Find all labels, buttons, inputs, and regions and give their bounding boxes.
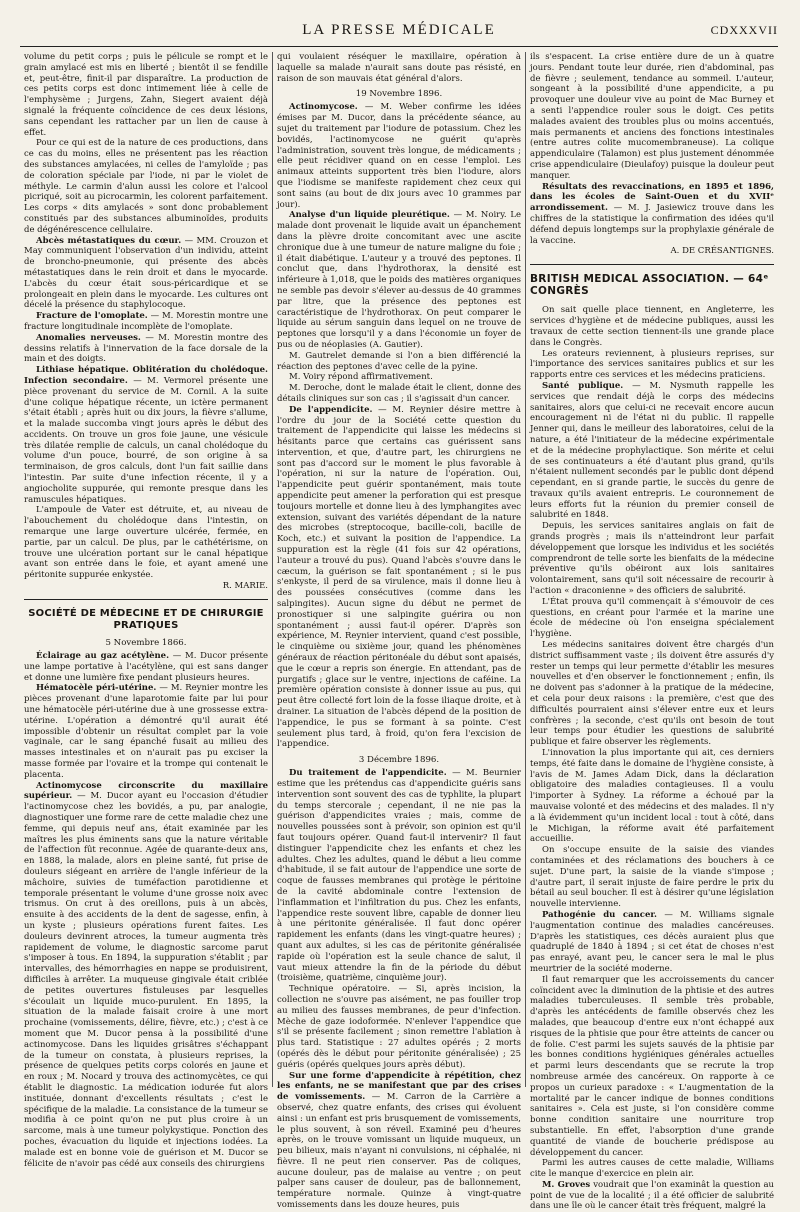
paragraph: Résultats des revaccinations, en 1895 et 1896, dans les écoles de Saint-Ouen et du XVIIᵉ arrondissement. — M. J. Jasiewicz trouve dans les chiffres de la statistique la confirmation des idées qu'il défend depuis longtemps sur la prophylaxie générale de la vaccine. — [530, 181, 774, 246]
article-heading: Abcès métastatiques du cœur. — [36, 235, 182, 246]
newspaper-page — [20, 20, 778, 1212]
paragraph: Santé publique. — M. Nysmuth rappelle les services que rendait déjà le corps des médecins sanitaires, alors que celui-ci ne recevait encore aucun encouragement ni de l'état ni du public. Il rappelle Jenner qui, dans le meilleur des laboratoires, celui de la nature, a été l'initiateur de la médecine expérimentale et de la médecine prophylactique. Son mérite et celui de ses continuateurs a été d'autant plus grand, qu'ils n'étaient nullement secondés par le public dont dépend cependant, en si grande partie, le succès du genre de travaux qu'ils avaient entrepris. Le couronnement de leurs efforts fut la réunion du premier conseil de salubrité en 1848. — [530, 380, 775, 521]
paragraph: L'ampoule de Vater est détruite, et, au niveau de l'abouchement du cholédoque dans l'intestin, on remarque une large ouverture ulcérée, fermée, en partie, par un calcul. De plus, par le cathétérisme, on trouve une ulcération portant sur le canal hépatique avant son entrée dans le foie, et ayant amené une péritonite suppurée enkystée. — [24, 505, 268, 581]
paragraph: Fracture de l'omoplate. — M. Morestin montre une fracture longitudinale incomplète de l'omoplate. — [24, 311, 268, 332]
paragraph: Technique opératoire. — Si, après incision, la collection ne s'ouvre pas aisément, ne pas fouiller trop au milieu des fausses membranes, de peur d'infection. Mèche de gaze iodoformée. N'enlever l'appendice que s'il se présente facilement ; sinon remettre l'ablation à plus tard. Statistique : 27 adultes opérés ; 2 morts (opérés dès le début pour péritonite généralisée) ; 25 guéris (opérés quelques jours après début). — [277, 984, 521, 1070]
paragraph: Parmi les autres causes de cette maladie, Williams cite le manque d'exercice en plein air. — [530, 1158, 774, 1180]
article-heading: Du traitement de l'appendicite. — [289, 768, 447, 779]
article-heading: Lithiase hépatique. Oblitération du cholédoque. Infection secondaire. — [24, 365, 268, 386]
paragraph: Actinomycose circonscrite du maxillaire supérieur. — M. Ducor ayant eu l'occasion d'étudier l'actinomycose chez les bovidés, a pu, par analogie, diagnostiquer une forme rare de cette maladie chez une femme, qui depuis neuf ans, était examinée par les maîtres les plus éminents sans que la nature véritable de l'affection fût reconnue. Agée de quarante-deux ans, en 1888, la malade, alors en pleine santé, fut prise de douleurs siégeant en arrière de l'angle inférieur de la mâchoire, suivies de tuméfaction parotidienne et temporale présentant le volume d'une grosse noix avec trismus. On crut à des oreillons, puis à un abcès, ensuite à des accidents de la dent de sagesse, enfin, à un kyste ; plusieurs opérations furent faites. Les douleurs devinrent atroces, la tumeur augmenta très rapidement de volume, le diagnostic sarcome parut s'imposer à tous. En 1894, la suppuration s'établit ; par intervalles, des hémorrhagies en nappe se produisirent, difficiles à arrêter. La muqueuse gingivale était criblée de petites ouvertures fistuleuses par lesquelles s'écoulait un liquide muco-purulent. En 1895, la situation de la malade faisait croire à une mort prochaine (vomissements, délire, fièvre, etc.) ; c'est à ce moment que M. Ducor pensa à la possibilité d'une actinomycose. Dans les liquides grisâtres s'échappant de la tumeur on constata, à plusieurs reprises, la présence de quelques petits corps colorés en jaune et en roux ; M. Nocard y trouva des actinomycètes, ce qui établit le diagnostic. La médication iodurée fut alors instituée, donnant d'excellents résultats ; c'est le spécifique de la maladie. La consistance de la tumeur se modifia à ce point qu'on ne put plus croire à un sarcome, mais à une tumeur polykystique. Ponction des poches, évacuation du liquide et injections iodées. La malade est en bonne voie de guérison et M. Ducor se félicite de n'avoir pas cédé aux conseils des chirurgiens — [24, 780, 268, 1169]
paragraph: M. Deroche, dont le malade était le client, donne des détails cliniques sur son cas ; il s'agissait d'un cancer. — [277, 383, 521, 404]
page-number: CDXXXVII — [710, 23, 778, 37]
paragraph: Depuis, les services sanitaires anglais on fait de grands progrès ; mais ils n'atteindront leur parfait développement que lorsque les individus et les sociétés comprendront de telle sorte les bienfaits de la médecine préventive qu'ils obéiront aux lois sanitaires volontairement, sans qu'il soit nécessaire de recourir à l'action « draconienne » des officiers de salubrité. — [530, 521, 774, 597]
article-heading: Éclairage au gaz acétylène. — [36, 651, 170, 662]
paragraph: volume du petit corps ; puis le pélicule se rompt et le grain amylacé est mis en liberté ; bientôt il se fendille et, peut-être, finit-il par disparaître. La production de ces petits corps est donc intimement liée à celle de l'emphysème ; Jurgens, Zahn, Siegert avaient déjà signalé la fréquente coïncidence de ces deux lésions, sans cependant les rattacher par un lien de cause à effet. — [24, 52, 268, 138]
article-heading: De l'appendicite. — [289, 404, 373, 415]
article-heading: Hématocèle péri-utérine. — [36, 683, 157, 694]
session-date: 5 Novembre 1866. — [105, 638, 187, 649]
section-heading: BRITISH MEDICAL ASSOCIATION. — 64ᵉ CONGRÈS — [530, 273, 769, 298]
article-heading: Résultats des revaccinations, en 1895 et 1896, dans les écoles de Saint-Ouen et du XVIIᵉ arrondissement. — [530, 181, 774, 214]
paragraph: L'innovation la plus importante qui ait, ces derniers temps, été faite dans le domaine de l'hygiène consiste, à l'avis de M. James Adam Dick, dans la déclaration obligatoire des maladies contagieuses. Il a voulu l'importer à Sydney. La réforme a échoué par la mauvaise volonté et des médecins et des malades. Il n'y a là évidemment qu'un incident local : tout à côté, dans le Michigan, la réforme avait été parfaitement accueillie. — [530, 748, 774, 845]
session-date: 19 Novembre 1896. — [355, 89, 443, 100]
paragraph: M. Gautrelet demande si l'on a bien différencié la réaction des peptones d'avec celle de la pyine. — [277, 350, 521, 372]
article-heading: Pathogénie du cancer. — [542, 909, 658, 920]
article-heading: Fracture de l'omoplate. — [36, 311, 148, 322]
section-divider — [24, 599, 268, 600]
article-heading: Sur une forme d'appendicite à répétition, chez les enfants, ne se manifestant que par des crises de vomissements. — [277, 1070, 521, 1103]
column-1 — [20, 52, 272, 1169]
article-heading: Santé publique. — [542, 380, 624, 391]
paragraph: M. Voiry répond affirmativement. — [289, 372, 433, 383]
running-header — [20, 20, 778, 47]
paragraph: Les orateurs reviennent, à plusieurs reprises, sur l'importance des services sanitaires publics et sur les rapports entre ces services et les médecins praticiens. — [530, 348, 774, 381]
article-heading: M. Groves — [542, 1179, 591, 1190]
paragraph: Lithiase hépatique. Oblitération du cholédoque. Infection secondaire. — M. Vermorel présente une pièce provenant du service de M. Cornil. A la suite d'une colique hépatique récente, un ictère permanent s'était établi ; après huit ou dix jours, la fièvre s'allume, et la malade succomba vingt jours après le début des accidents. On trouve un gros foie jaune, une vésicule très dilatée remplie de calculs, un canal cholédoque du volume d'un pouce, bourré, de son origine à sa terminaison, de gros calculs, dont l'un fait saillie dans l'intestin. Par suite d'une infection récente, il y a angiocholite suppurée, qui remonte presque dans les ramuscules hépatiques. — [24, 365, 268, 505]
journal-title: LA PRESSE MÉDICALE — [302, 22, 496, 38]
text-columns — [20, 52, 778, 1212]
paragraph: Analyse d'un liquide pleurétique. — M. Noiry. Le malade dont provenait le liquide avait un épanchement dans la plèvre droite concomitant avec une ascite chronique due à une tumeur de nature maligne du foie ; il était diabétique. L'auteur y a trouvé des peptones. Il conclut que, dans l'hydrothorax, la densité est inférieure à 1,018, que le poids des matières organiques ne semble pas devoir s'élever au-dessus de 40 grammes par litre, que la présence des peptones est caractéristique de l'hydrothorax. On peut comparer le liquide au sérum sanguin dans lequel on ne trouve de peptones que lorsqu'il y a dans l'économie un foyer de pus ou de néoplasies (A. Gautier). — [277, 210, 522, 350]
author-signature: A. DE CRÉSANTIGNES. — [670, 246, 774, 257]
paragraph: Éclairage au gaz acétylène. — M. Ducor présente une lampe portative à l'acétylène, qui est sans danger et donne une lumière fixe pendant plusieurs heures. — [24, 651, 268, 683]
paragraph: Du traitement de l'appendicite. — M. Beurnier estime que les prétendus cas d'appendicite guéris sans intervention sont souvent des cas de typhlite, la plupart du temps stercorale ; cependant, il ne nie pas la guérison d'appendicites vraies ; mais, comme de nouvelles poussées sont à prévoir, son opinion est qu'il faut toujours opérer. Quand faut-il intervenir? Il faut distinguer l'appendicite chez les enfants et chez les adultes. Chez les adultes, quand le début a lieu comme d'habitude, il se fait autour de l'appendice une sorte de coque de fausses membranes qui protège le péritoine de la cavité abdominale contre l'extension de l'inflammation et l'infiltration du pus. Chez les enfants, l'appendice reste souvent libre, capable de donner lieu à une péritonite généralisée. Il faut donc opérer rapidement les enfants (dans les vingt-quatre heures) ; quant aux adultes, si les cas de péritonite généralisée rapide où l'opération est la seule chance de salut, il vaut mieux attendre la fin de la période du début (troisième, quatrième, cinquième jour). — [277, 768, 521, 984]
paragraph: Abcès métastatiques du cœur. — MM. Crouzon et May communiquent l'observation d'un individu, atteint de broncho-pneumonie, qui présente des abcès métastatiques dans le rein droit et dans le myocarde. L'abcès du cœur était sous-péricardique et se prolongeait en plein dans le myocarde. Les cultures ont décelé la présence du staphylocoque. — [24, 235, 269, 311]
paragraph: Hématocèle péri-utérine. — M. Reynier montre les pièces provenant d'une laparotomie faite par lui pour une hématocèle péri-utérine due à une grossesse extra-utérine. L'opération a démontré qu'il aurait été impossible d'obtenir un résultat complet par la voie vaginale, car le sang épanché fusait au milieu des masses intestinales et on n'aurait pas pu exciser la masse formée par l'ovaire et la trompe qui contenait le placenta. — [24, 683, 268, 780]
session-date: 3 Décembre 1896. — [358, 755, 440, 766]
section-divider — [530, 264, 774, 265]
article-heading: Anomalies nerveuses. — [36, 332, 141, 343]
article-heading: Analyse d'un liquide pleurétique. — [289, 210, 450, 221]
paragraph: Il faut remarquer que les accroissements du cancer coïncident avec la diminution de la phtisie et des autres maladies tuberculeuses. Il semble très probable, d'après les antécédents de famille observés chez les malades, que beaucoup d'entre eux n'ont échappé aux risques de la phtisie que pour être atteints de cancer ou de folie. C'est parmi les sujets sauvés de la phtisie par les bonnes conditions hygiéniques générales actuelles et parmi leurs descendants que se recrute la trop nombreuse armée des cancéreux. On rapporte à ce propos un curieux paradoxe : « L'augmentation de la mortalité par le cancer indique de bonnes conditions sanitaires ». Cela est juste, si l'on considère comme bonne condition sanitaire une nourriture trop substantielle. En effet, l'absorption d'une grande quantité de viande de boucherie prédispose au développement du cancer. — [530, 974, 774, 1158]
article-heading: Actinomycose. — [289, 102, 358, 113]
paragraph: On sait quelle place tiennent, en Angleterre, les services d'hygiène et de médecine publiques, aussi les travaux de cette section tiennent-ils une grande place dans le Congrès. — [530, 305, 774, 348]
paragraph: Sur une forme d'appendicite à répétition, chez les enfants, ne se manifestant que par des crises de vomissements. — M. Carron de la Carrière a observé, chez quatre enfants, des crises qui évoluent ainsi : un enfant est pris brusquement de vomissements, le plus souvent, à son réveil. Examiné peu d'heures après, on le trouve vomissant un liquide muqueux, un peu bilieux, mais n'ayant ni convulsions, ni céphalée, ni fièvre. Il ne peut rien conserver. Pas de coliques, aucune douleur, pas de malaise au ventre ; on peut palper sans causer de douleur, pas de ballonnement, température normale. Quinze à vingt-quatre vomissements dans les douze heures, puis — [277, 1070, 522, 1211]
author-signature: R. MARIE. — [222, 581, 268, 592]
column-2 — [272, 52, 525, 1211]
paragraph: L'État prouva qu'il commençait à s'émouvoir de ces questions, en créant pour l'armée et la marine une école de médecine où l'on enseigna spécialement l'hygiène. — [530, 596, 774, 640]
paragraph: On s'occupe ensuite de la saisie des viandes contaminées et des réclamations des bouchers à ce sujet. D'une part, la saisie de la viande s'impose ; d'autre part, il serait injuste de faire perdre le prix du bétail au seul boucher. Il est à désirer qu'une législation nouvelle intervienne. — [530, 845, 774, 910]
column-3 — [525, 52, 778, 1212]
paragraph: Pathogénie du cancer. — M. Williams signale l'augmentation continue des maladies cancéreuses. D'après les statistiques, ces décès auraient plus que quadruplé de 1840 à 1894 ; si cet état de choses n'est pas enrayé, avant peu, le cancer sera le mal le plus meurtrier de la société moderne. — [530, 909, 774, 974]
section-heading: SOCIÉTÉ DE MÉDECINE ET DE CHIRURGIE PRATIQUES — [28, 608, 264, 632]
paragraph: ils s'espacent. La crise entière dure de un à quatre jours. Pendant toute leur durée, rien d'abdominal, pas de fièvre ; seulement, tendance au sommeil. L'auteur, songeant à la possibilité d'une appendicite, a pu provoquer une douleur vive au point de Mac Burney et a senti l'appendice rouler sous le doigt. Ces petits malades avaient des troubles plus ou moins accentués, mais permanents et anciens des fonctions intestinales (entre autres colite mucomembraneuse). La colique appendiculaire (Talamon) est plus justement dénommée crise appendiculaire (Dieulafoy) puisque la douleur peut manquer. — [530, 52, 774, 181]
paragraph: Les médecins sanitaires doivent être chargés d'un district suffisamment vaste ; ils doivent être assurés d'y rester un temps qui leur permette d'établir les mesures nouvelles et d'en observer le fonctionnement ; enfin, ils ne doivent pas s'adonner à la pratique de la médecine, et cela pour deux raisons : la première, c'est que des difficultés pourraient ainsi s'élever entre eux et leurs confrères ; la seconde, c'est qu'ils ont besoin de tout leur temps pour étudier les questions de salubrité publique et faire observer les règlements. — [530, 640, 774, 748]
paragraph: Anomalies nerveuses. — M. Morestin montre des dessins relatifs à l'innervation de la face dorsale de la main et des doigts. — [24, 332, 268, 365]
article-heading: Actinomycose circonscrite du maxillaire supérieur. — [24, 780, 268, 802]
paragraph: M. Groves voudrait que l'on examinât la question au point de vue de la localité ; il a été officier de salubrité dans une île où le cancer était très fréquent, malgré la — [530, 1179, 774, 1212]
paragraph: Actinomycose. — M. Weber confirme les idées émises par M. Ducor, dans la précédente séance, au sujet du traitement par l'iodure de potassium. Chez les bovidés, l'actinomycose ne guérit qu'après l'administration, souvent très longue, de médicaments ; elle peut récidiver quand on en cesse l'emploi. Les animaux atteints supportent très bien l'iodure, alors que l'iodisme se manifeste rapidement chez ceux qui sont sains (au bout de dix jours avec 10 grammes par jour). — [277, 102, 521, 210]
paragraph: De l'appendicite. — M. Reynier désire mettre à l'ordre du jour de la Société cette question du traitement de l'appendicite qui laisse les médecins si hésitants parce que certains cas guérissent sans intervention, et que, d'autre part, les chirurgiens ne sont pas d'accord sur le moment le plus favorable à l'opération, ni sur la nature de l'opération. Oui, l'appendicite peut guérir spontanément, mais toute appendicite peut amener la perforation qui est presque toujours mortelle et donne lieu à des lymphangites avec extension, suivant des variétés dépendant de la nature des microbes (streptocoque, bacille-coli, bacille de Koch, etc.) et suivant la position de l'appendice. La suppuration est la règle (41 fois sur 42 opérations, l'auteur a trouvé du pus). Quand l'abcès s'ouvre dans le cæcum, la guérison se fait spontanément ; si le pus s'enkyste, il perd de sa virulence, mais il donne lieu à des poussées consécutives (comme dans les salpingites). Aucun signe du début ne permet de pronostiquer si une salpingite guérira ou non spontanément ; aussi faut-il opérer. D'après son expérience, M. Reynier intervient, quand c'est possible, le cinquième ou sixième jour, quand les phénomènes généraux de réaction péritonéale du début sont apaisés, que le cœur a repris son énergie. En attendant, pas de purgatifs ; glace sur le ventre, injections de caféine. La première opération consiste à donner issue au pus, qui peut être collecté fort loin de la fosse iliaque droite, et à drainer. La situation de l'abcès dépend de la position de l'appendice, le pus se formant à sa pointe. C'est seulement plus tard, à froid, qu'on fera l'excision de l'appendice. — [277, 404, 521, 750]
paragraph: Pour ce qui est de la nature de ces productions, dans ce cas du moins, elles ne présentent pas les réaction des substances amylacées, ni celles de l'amyloïde ; pas de coloration spéciale par l'iode, ni par le violet de méthyle. Le carmin d'alun aussi les colore et l'alcool picriqué, soit au picrocarmin, les colorent parfaitement. Les corps « dits amylacés » sont donc probablement constitués par des substances albuminoïdes, produits de dégénérescence cellulaire. — [24, 138, 268, 235]
paragraph: qui voulaient réséquer le maxillaire, opération à laquelle sa malade n'aurait sans doute pas résisté, en raison de son mauvais état général d'alors. — [277, 52, 521, 84]
